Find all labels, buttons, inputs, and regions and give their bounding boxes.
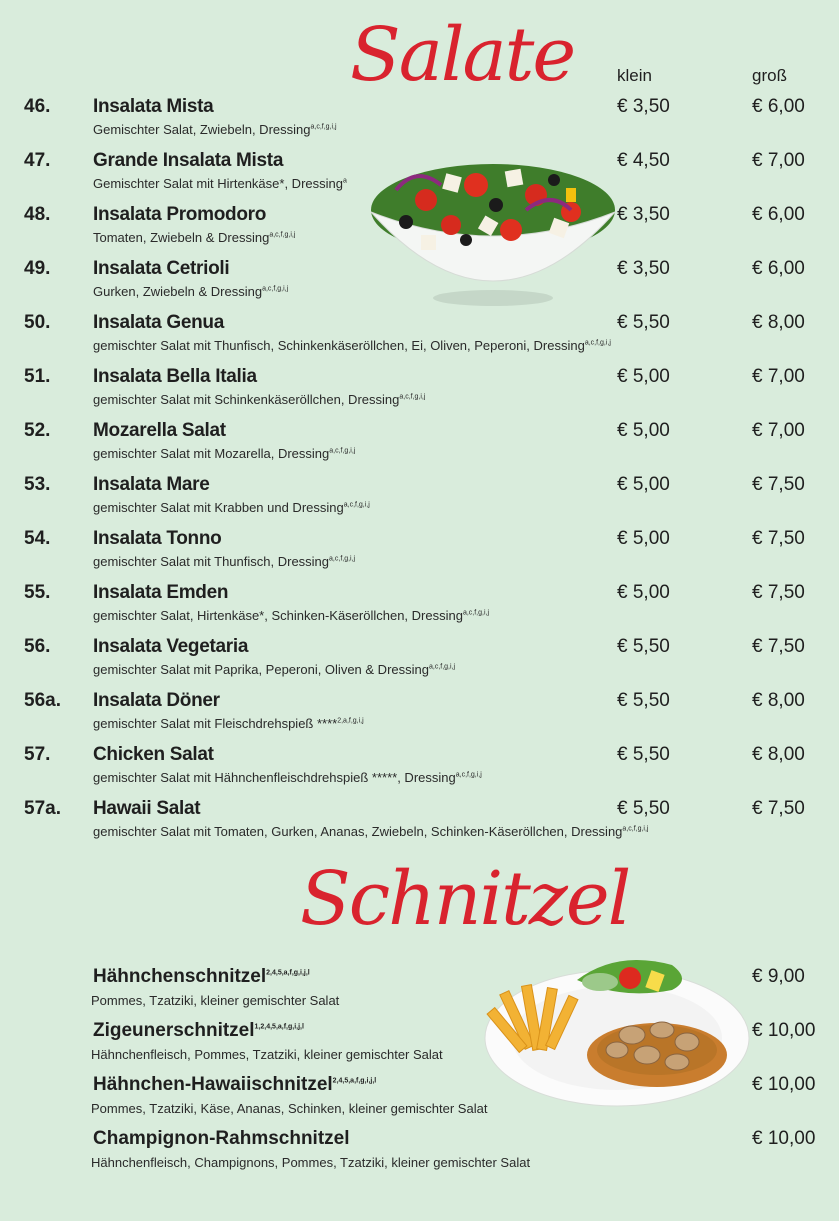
item-number: 49. [24,258,51,279]
item-description: Gemischter Salat mit Hirtenkäse*, Dressing$^a$ [93,176,347,191]
item-name: Insalata Cetrioli [93,258,230,279]
price-gross: € 8,00 [752,690,805,711]
item-name: Insalata Promodoro [93,204,267,225]
item-number: 48. [24,204,51,225]
price-klein: € 5,00 [617,582,670,603]
item-number: 56. [24,636,51,657]
item-description: gemischter Salat mit Mozarella, Dressing$^{a,c,f,g,i,j}$ [93,446,356,461]
item-name: Chicken Salat [93,744,214,765]
price-gross: € 6,00 [752,96,805,117]
item-number: 51. [24,366,51,387]
price-gross: € 7,50 [752,636,805,657]
item-description: Gurken, Zwiebeln & Dressing$^{a,c,f,g,i,j}$ [93,284,289,299]
item-name: Hawaii Salat [93,798,201,819]
item-name: Insalata Genua [93,312,224,333]
item-number: 46. [24,96,51,117]
schnitzel-item-row [0,1128,839,1182]
schnitzel-price: € 10,00 [752,1020,816,1041]
price-klein: € 4,50 [617,150,670,171]
schnitzel-description: Pommes, Tzatziki, Käse, Ananas, Schinken, kleiner gemischter Salat [91,1101,488,1116]
price-klein: € 5,50 [617,690,670,711]
price-gross: € 7,50 [752,582,805,603]
item-number: 56a. [24,690,61,711]
item-description: gemischter Salat mit Thunfisch, Schinkenkäseröllchen, Ei, Oliven, Peperoni, Dressing$^{a,c,f,g,i,j}$ [93,338,611,353]
item-number: 53. [24,474,51,495]
column-header-klein: klein [617,66,652,85]
price-klein: € 3,50 [617,96,670,117]
menu-item-row [0,582,839,636]
price-gross: € 8,00 [752,312,805,333]
menu-item-row [0,96,839,150]
menu-item-row [0,312,839,366]
salate-title: Salate [350,12,575,98]
item-description: gemischter Salat mit Tomaten, Gurken, Ananas, Zwiebeln, Schinken-Käseröllchen, Dressing$^{a,c,f,g,i,j}$ [93,824,649,839]
schnitzel-description: Hähnchenfleisch, Champignons, Pommes, Tzatziki, kleiner gemischter Salat [91,1155,531,1170]
item-name: Grande Insalata Mista [93,150,284,171]
item-name: Insalata Döner [93,690,220,711]
schnitzel-description: Hähnchenfleisch, Pommes, Tzatziki, kleiner gemischter Salat [91,1047,443,1062]
item-name: Mozarella Salat [93,420,226,441]
item-name: Insalata Mista [93,96,214,117]
price-klein: € 5,50 [617,798,670,819]
schnitzel-name: Hähnchenschnitzel$^{2,4,5,a,f,g,i,j,l}$ [93,966,310,987]
item-description: gemischter Salat mit Schinkenkäseröllchen, Dressing$^{a,c,f,g,i,j}$ [93,392,426,407]
schnitzel-item-row [0,1074,839,1128]
price-gross: € 7,50 [752,798,805,819]
item-description: gemischter Salat, Hirtenkäse*, Schinken-Käseröllchen, Dressing$^{a,c,f,g,i,j}$ [93,608,490,623]
item-name: Insalata Emden [93,582,229,603]
price-gross: € 7,00 [752,420,805,441]
menu-item-row [0,366,839,420]
schnitzel-description: Pommes, Tzatziki, kleiner gemischter Salat [91,993,340,1008]
price-klein: € 5,00 [617,420,670,441]
schnitzel-price: € 10,00 [752,1128,816,1149]
schnitzel-item-row [0,966,839,1020]
item-description: gemischter Salat mit Hähnchenfleischdrehspieß *****, Dressing$^{a,c,f,g,i,j}$ [93,770,482,785]
schnitzel-price: € 9,00 [752,966,805,987]
schnitzel-price: € 10,00 [752,1074,816,1095]
menu-item-row [0,690,839,744]
price-klein: € 3,50 [617,258,670,279]
salad-bowl-image [366,150,620,310]
price-klein: € 5,50 [617,744,670,765]
item-name: Insalata Mare [93,474,210,495]
item-description: gemischter Salat mit Thunfisch, Dressing$^{a,c,f,g,i,j}$ [93,554,356,569]
price-klein: € 5,00 [617,474,670,495]
item-number: 52. [24,420,51,441]
price-klein: € 5,50 [617,636,670,657]
item-number: 57. [24,744,51,765]
price-klein: € 3,50 [617,204,670,225]
menu-item-row [0,528,839,582]
price-gross: € 7,50 [752,474,805,495]
item-description: gemischter Salat mit Paprika, Peperoni, Oliven & Dressing$^{a,c,f,g,i,j}$ [93,662,456,677]
price-gross: € 6,00 [752,258,805,279]
menu-item-row [0,636,839,690]
menu-item-row [0,798,839,852]
item-number: 55. [24,582,51,603]
schnitzel-item-row [0,1020,839,1074]
price-gross: € 7,50 [752,528,805,549]
price-klein: € 5,50 [617,312,670,333]
price-gross: € 7,00 [752,366,805,387]
item-name: Insalata Vegetaria [93,636,249,657]
item-description: Tomaten, Zwiebeln & Dressing$^{a,c,f,g,i,j}$ [93,230,296,245]
price-gross: € 7,00 [752,150,805,171]
schnitzel-name: Hähnchen-Hawaiischnitzel$^{2,4,5,a,f,g,i,j,l}$ [93,1074,377,1095]
price-klein: € 5,00 [617,366,670,387]
price-gross: € 6,00 [752,204,805,225]
item-name: Insalata Tonno [93,528,222,549]
menu-item-row [0,474,839,528]
item-number: 54. [24,528,51,549]
item-description: Gemischter Salat, Zwiebeln, Dressing$^{a,c,f,g,i,j}$ [93,122,337,137]
column-header-gross: groß [752,66,787,85]
price-gross: € 8,00 [752,744,805,765]
schnitzel-name: Zigeunerschnitzel$^{1,2,4,5,a,f,g,i,j,l}$ [93,1020,304,1041]
item-description: gemischter Salat mit Fleischdrehspieß ****$^{2,a,f,g,i,j}$ [93,716,364,731]
item-number: 47. [24,150,51,171]
item-number: 50. [24,312,51,333]
menu-item-row [0,420,839,474]
item-number: 57a. [24,798,61,819]
item-description: gemischter Salat mit Krabben und Dressing$^{a,c,f,g,i,j}$ [93,500,370,515]
item-name: Insalata Bella Italia [93,366,257,387]
price-klein: € 5,00 [617,528,670,549]
menu-item-row [0,744,839,798]
schnitzel-title: Schnitzel [300,856,630,942]
schnitzel-name: Champignon-Rahmschnitzel [93,1128,350,1149]
